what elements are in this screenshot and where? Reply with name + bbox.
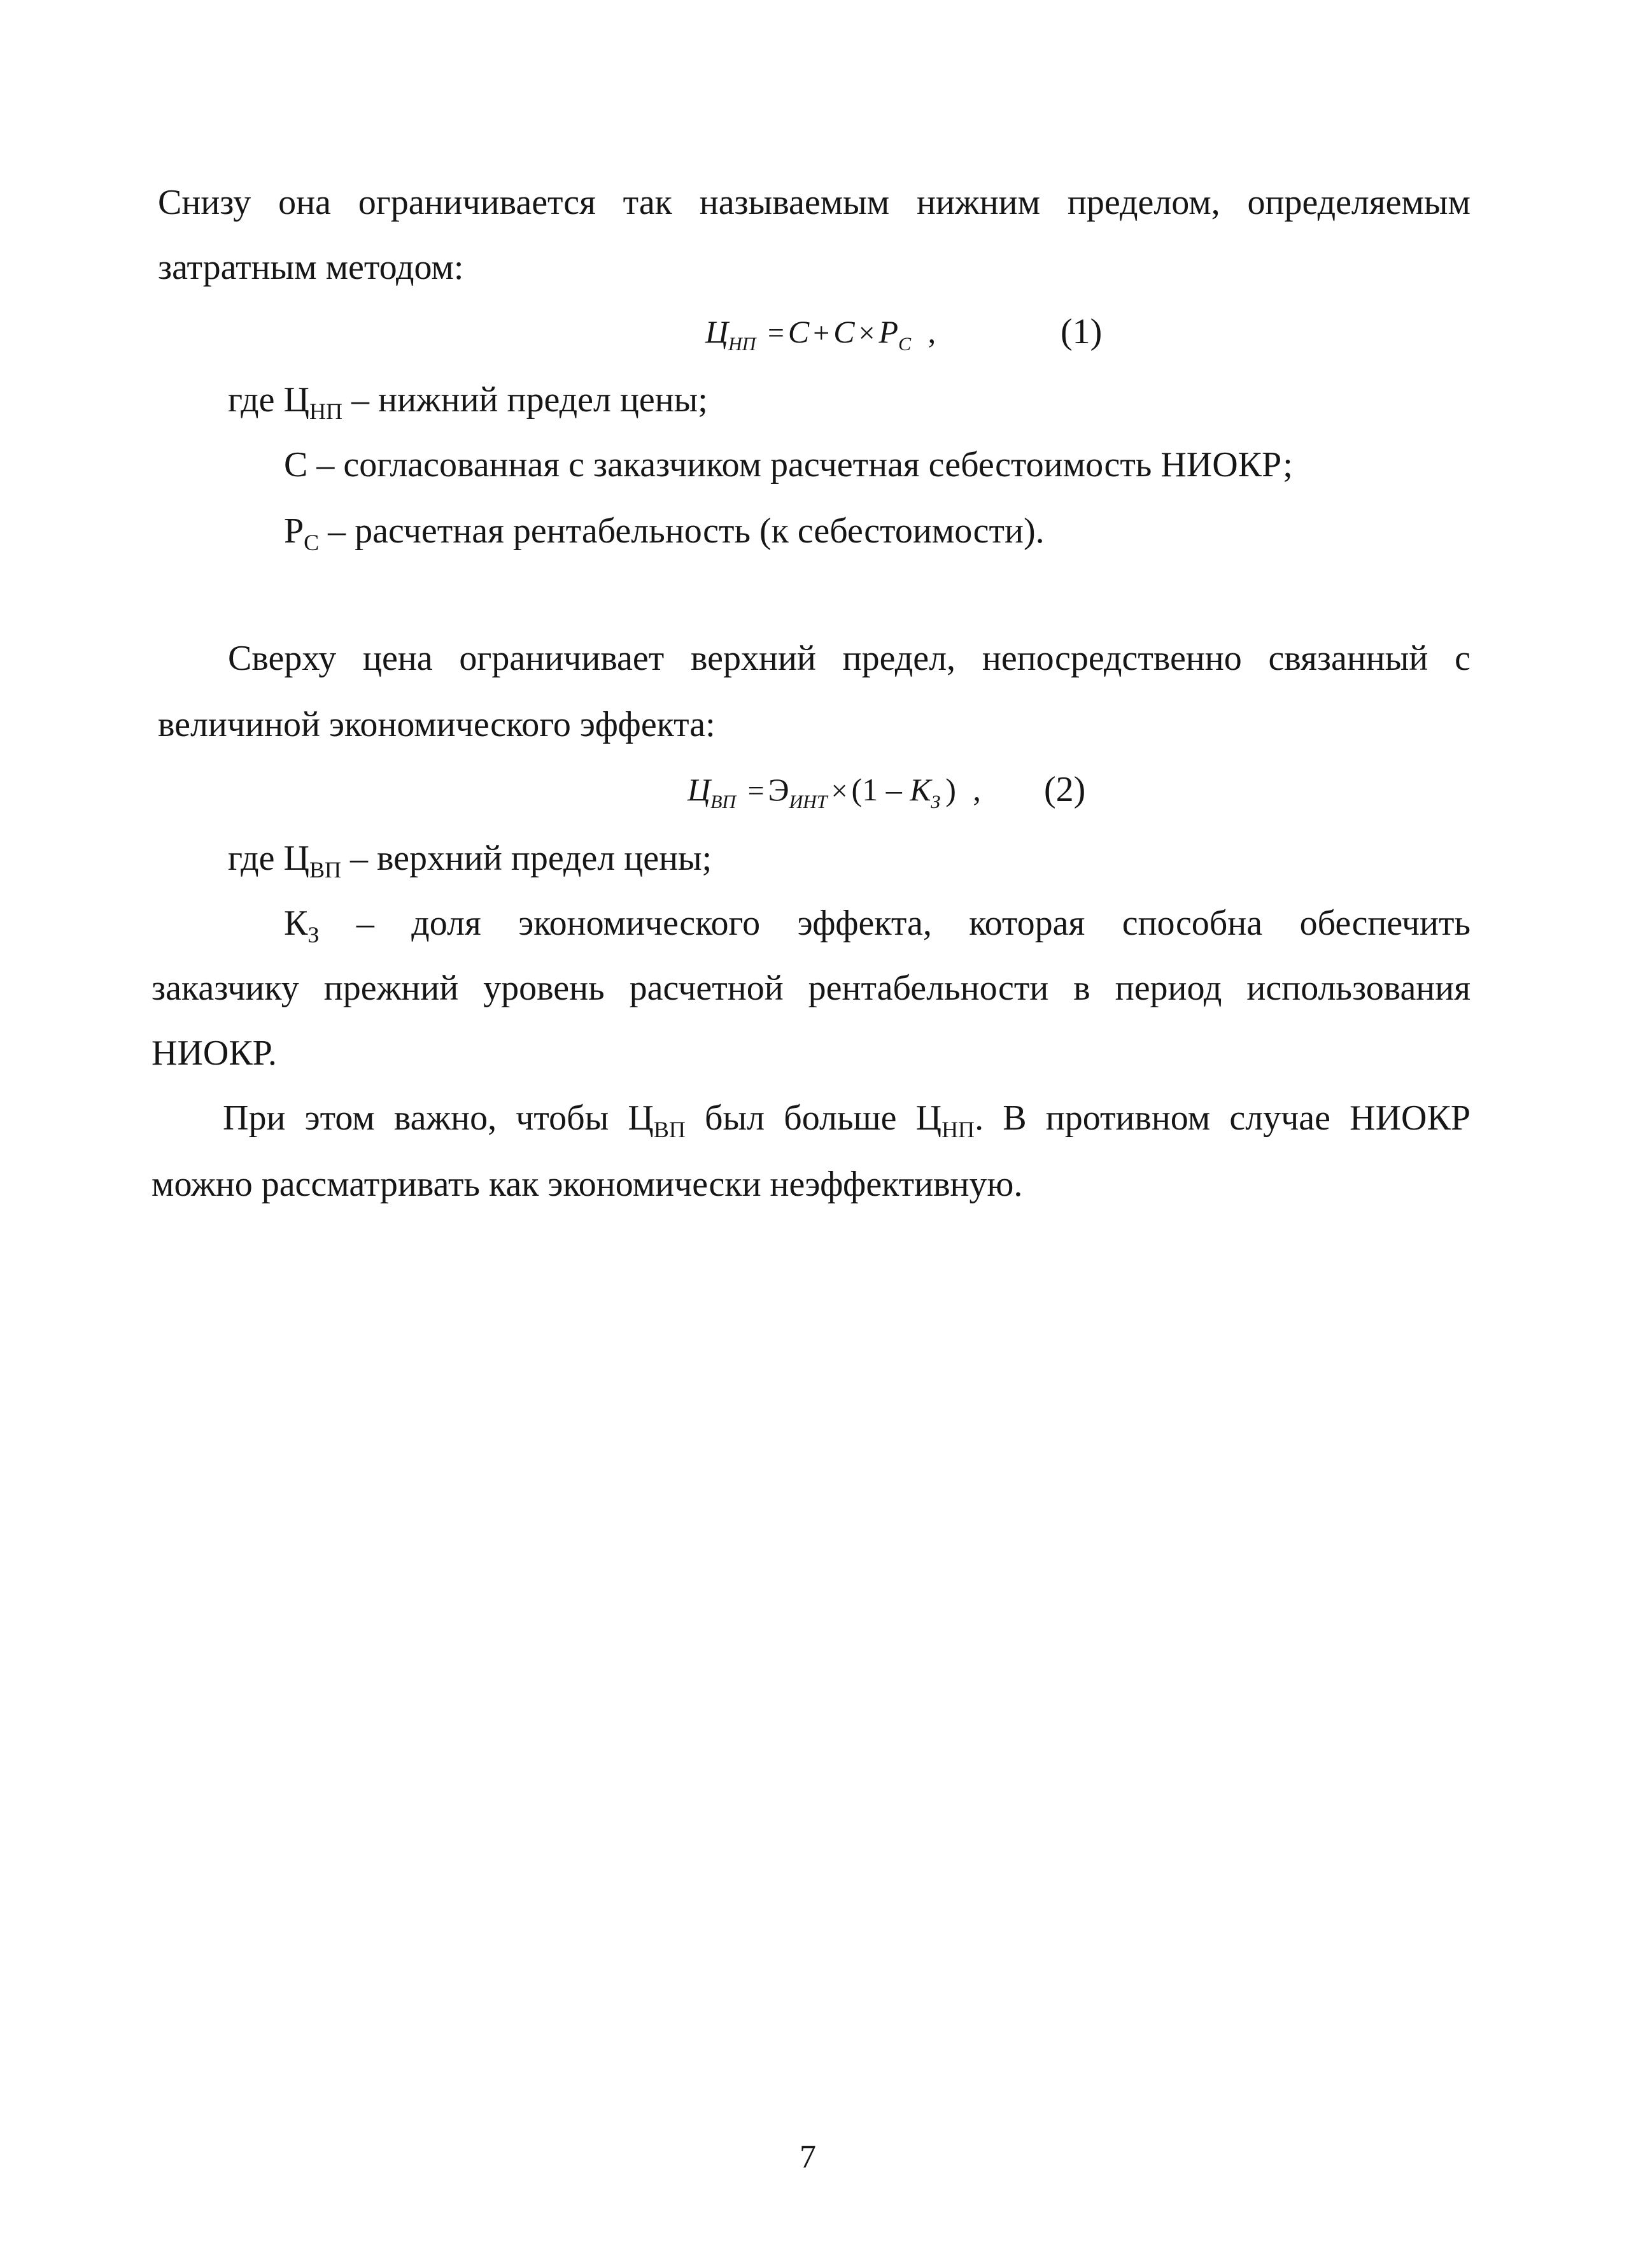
definition-upper-price-sub: ВП	[309, 857, 341, 882]
definition-share-line-1	[284, 904, 1470, 947]
definition-share-sub: З	[307, 922, 320, 947]
paragraph-2-line-1: Сверху цена ограничивает верхний предел, непосредственно связанный с	[228, 639, 1470, 678]
definition-share-line-3: НИОКР.	[152, 1033, 277, 1073]
formula-1-eq: =	[767, 316, 784, 349]
page-number: 7	[800, 2139, 816, 2175]
paragraph-2-line-2: величиной экономического эффекта:	[158, 705, 716, 744]
definition-upper-price	[228, 839, 712, 882]
formula-1-lhs-sub: НП	[728, 334, 756, 355]
paragraph-3-part-c: . В противном случае НИОКР	[975, 1098, 1470, 1138]
formula-1-term-3-sub: С	[898, 334, 912, 355]
formula-2-times: ×	[831, 774, 848, 807]
formula-1-term-2: С	[833, 314, 855, 350]
formula-1-term-1: С	[787, 314, 810, 350]
formula-2-lhs: Ц	[688, 772, 711, 807]
formula-2-close: )	[945, 772, 956, 807]
definition-cost: С – согласованная с заказчиком расчетная себестоимость НИОКР;	[284, 445, 1293, 485]
definition-lower-price-sub: НП	[309, 399, 342, 424]
formula-2	[688, 772, 981, 812]
definition-upper-price-pre: где Ц	[228, 839, 309, 878]
definition-profitability-sub: С	[304, 530, 320, 555]
paragraph-3-sub-1: ВП	[653, 1117, 686, 1142]
paragraph-3-line-1	[223, 1098, 1470, 1142]
formula-1-comma: ,	[927, 314, 936, 350]
formula-2-number: (2)	[1044, 770, 1086, 809]
formula-2-term-1: Э	[768, 772, 789, 807]
formula-2-k-sub: З	[931, 791, 941, 812]
definition-share-post: – доля экономического эффекта, которая способна обеспечить	[319, 904, 1470, 943]
formula-1-times: ×	[858, 316, 875, 349]
definition-profitability-pre: Р	[284, 511, 304, 551]
formula-1-plus: +	[813, 316, 830, 349]
paragraph-1-line-2: затратным методом:	[158, 248, 464, 287]
formula-1	[705, 314, 936, 355]
paragraph-3-part-a: При этом важно, чтобы Ц	[223, 1098, 654, 1138]
formula-2-term-1-sub: ИНТ	[789, 791, 828, 812]
definition-lower-price-pre: где Ц	[228, 380, 309, 420]
formula-1-lhs: Ц	[705, 314, 729, 350]
paragraph-3-sub-2: НП	[941, 1117, 975, 1142]
definition-share-pre: К	[284, 904, 308, 943]
definition-lower-price-post: – нижний предел цены;	[342, 380, 708, 420]
formula-2-paren: (1 –	[851, 772, 902, 807]
formula-1-term-3: Р	[878, 314, 899, 350]
definition-share-line-2: заказчику прежний уровень расчетной рентабельности в период использования	[152, 968, 1470, 1008]
definition-upper-price-post: – верхний предел цены;	[341, 839, 712, 878]
formula-2-k: К	[910, 772, 931, 807]
formula-1-number: (1)	[1061, 312, 1103, 351]
paragraph-1-line-1: Снизу она ограничивается так называемым нижним пределом, определяемым	[158, 183, 1470, 222]
formula-2-lhs-sub: ВП	[710, 791, 737, 812]
definition-profitability	[284, 511, 1045, 555]
formula-2-eq: =	[747, 774, 765, 807]
paragraph-3-part-b: был больше Ц	[685, 1098, 942, 1138]
definition-lower-price	[228, 380, 708, 424]
formula-2-comma: ,	[973, 772, 981, 807]
definition-profitability-post: – расчетная рентабельность (к себестоимости).	[319, 511, 1045, 551]
paragraph-3-line-2: можно рассматривать как экономически неэффективную.	[152, 1165, 1023, 1204]
